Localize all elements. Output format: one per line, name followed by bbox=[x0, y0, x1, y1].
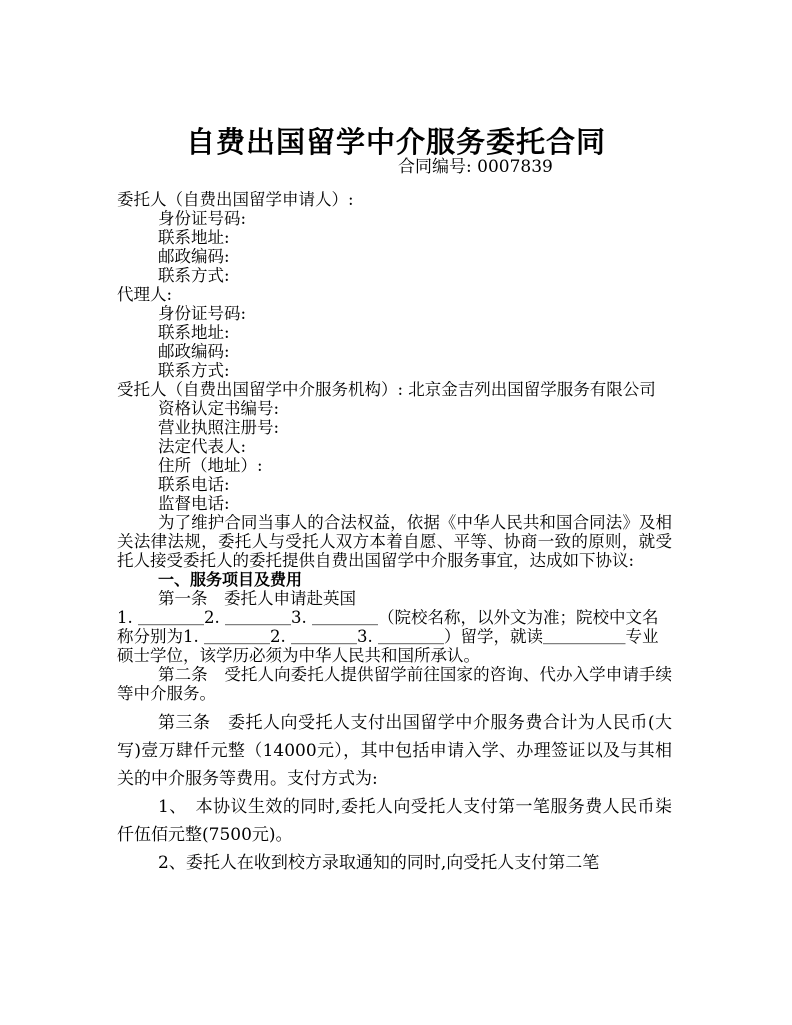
trustee-phone: 联系电话: bbox=[158, 475, 230, 494]
section-heading-services-fees: 一、服务项目及费用 bbox=[158, 570, 303, 589]
client-contact: 联系方式: bbox=[158, 266, 230, 285]
trustee-cert-no: 资格认定书编号: bbox=[158, 399, 280, 418]
article-1-heading: 第一条 委托人申请赴英国 bbox=[158, 589, 356, 608]
article-3: 第三条 委托人向受托人支付出国留学中介服务费合计为人民币(大写)壹万肆仟元整（14000元），其中包括申请入学、办理签证以及与其相关的中介服务等费用。支付方式为: bbox=[117, 713, 672, 789]
payment-2: 2、委托人在收到校方录取通知的同时,向受托人支付第二笔 bbox=[158, 853, 600, 873]
trustee-heading: 受托人（自费出国留学中介服务机构）: 北京金吉列出国留学服务有限公司 bbox=[117, 380, 656, 399]
article-1-detail: 1. ＿＿＿＿2. ＿＿＿＿3. ＿＿＿＿（院校名称，以外文为准；院校中文名称分别为1. ＿＿＿＿2. ＿＿＿＿3. ＿＿＿＿）留学，就读＿＿＿＿＿专业硕士学位，该学历必须为中华人民共和国所承认。 bbox=[117, 608, 659, 665]
contract-number: 合同编号: 0007839 bbox=[398, 157, 553, 177]
client-address: 联系地址: bbox=[158, 228, 230, 247]
agent-heading: 代理人: bbox=[117, 285, 173, 304]
trustee-legal-rep: 法定代表人: bbox=[158, 437, 247, 456]
preamble: 为了维护合同当事人的合法权益，依据《中华人民共和国合同法》及相关法律法规，委托人与受托人双方本着自愿、平等、协商一致的原则，就受托人接受委托人的委托提供自费出国留学中介服务事宜，达成如下协议: bbox=[117, 513, 672, 570]
trustee-residence: 住所（地址）: bbox=[158, 456, 263, 475]
trustee-license-no: 营业执照注册号: bbox=[158, 418, 280, 437]
agent-postcode: 邮政编码: bbox=[158, 342, 230, 361]
agent-id-no: 身份证号码: bbox=[158, 304, 247, 323]
client-postcode: 邮政编码: bbox=[158, 247, 230, 266]
trustee-supervision-phone: 监督电话: bbox=[158, 494, 230, 513]
client-heading: 委托人（自费出国留学申请人）: bbox=[117, 190, 354, 209]
agent-contact: 联系方式: bbox=[158, 361, 230, 380]
client-id-no: 身份证号码: bbox=[158, 209, 247, 228]
agent-address: 联系地址: bbox=[158, 323, 230, 342]
contract-body bbox=[117, 190, 672, 877]
payment-1: 1、 本协议生效的同时,委托人向受托人支付第一笔服务费人民币柒仟伍佰元整(7500元)。 bbox=[117, 797, 672, 845]
article-2: 第二条 受托人向委托人提供留学前往国家的咨询、代办入学申请手续等中介服务。 bbox=[117, 665, 672, 703]
document-title: 自费出国留学中介服务委托合同 bbox=[185, 125, 606, 159]
